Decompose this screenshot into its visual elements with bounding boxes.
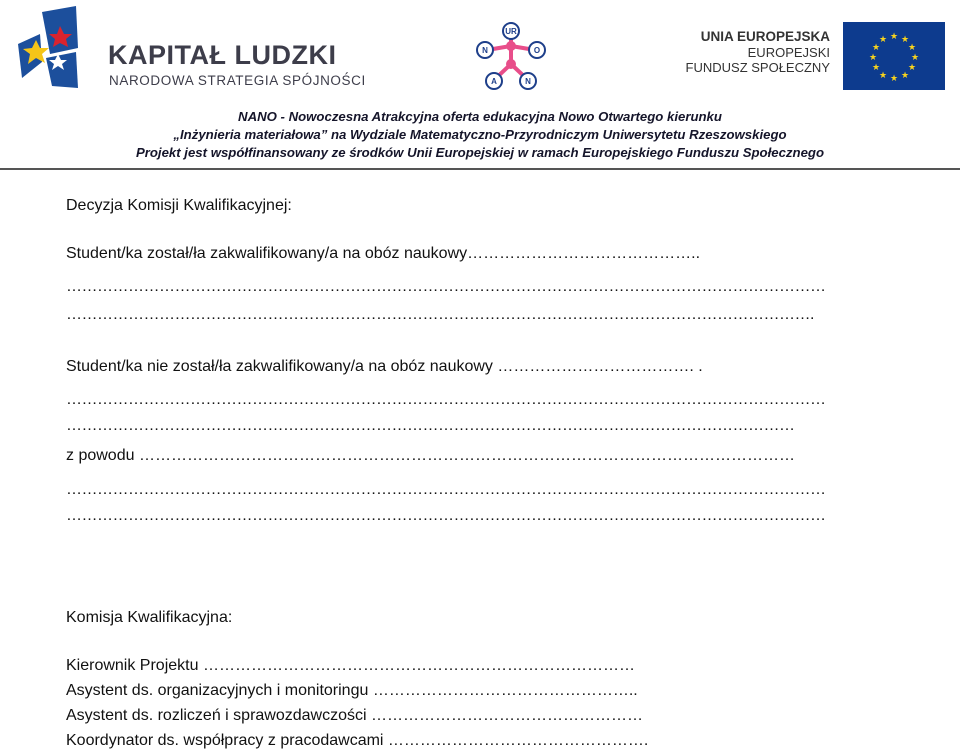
- nano-node-label: UR: [505, 27, 517, 36]
- page-header: [0, 0, 960, 170]
- svg-text:★: ★: [868, 53, 878, 63]
- kapital-ludzki-subtitle: NARODOWA STRATEGIA SPÓJNOŚCI: [109, 73, 366, 88]
- committee-member-project-manager[interactable]: Kierownik Projektu ………………………………………………………………………: [66, 657, 635, 674]
- svg-text:★: ★: [907, 63, 917, 73]
- committee-heading: Komisja Kwalifikacyjna:: [66, 609, 233, 626]
- nano-node-label: N: [525, 77, 531, 86]
- project-line-1: NANO - Nowoczesna Atrakcyjna oferta edukacyjna Nowo Otwartego kierunku: [238, 109, 722, 124]
- qualified-dots-line-1[interactable]: …………………………………………………………………………………………………………………………………: [66, 278, 826, 295]
- svg-text:★: ★: [910, 53, 920, 63]
- not-qualified-dots-line-2[interactable]: ……………………………………………………………………………………………………………………………: [66, 417, 795, 434]
- svg-text:★: ★: [889, 32, 899, 42]
- svg-text:★: ★: [900, 71, 910, 81]
- eu-flag-icon: [843, 22, 945, 90]
- qualified-line[interactable]: Student/ka został/ła zakwalifikowany/a na obóz naukowy……………………………………..: [66, 245, 701, 262]
- eu-fund-label-1: EUROPEJSKI: [747, 45, 830, 60]
- not-qualified-dots-line-1[interactable]: …………………………………………………………………………………………………………………………………: [66, 391, 826, 408]
- project-line-2: „Inżynieria materiałowa” na Wydziale Matematyczno-Przyrodniczym Uniwersytetu Rzeszowskiego: [173, 127, 787, 142]
- kapital-ludzki-title: KAPITAŁ LUDZKI: [108, 40, 337, 70]
- svg-text:★: ★: [907, 43, 917, 53]
- svg-text:★: ★: [871, 63, 881, 73]
- reason-line[interactable]: z powodu ……………………………………………………………………………………………………………: [66, 447, 795, 464]
- project-description: [0, 108, 960, 162]
- qualified-dots-line-2[interactable]: ……………………………………………………………………………………………………………………………….: [66, 306, 814, 323]
- header-divider: [0, 168, 960, 170]
- eu-fund-label-2: FUNDUSZ SPOŁECZNY: [685, 60, 830, 75]
- svg-text:★: ★: [878, 35, 888, 45]
- project-line-3: Projekt jest współfinansowany ze środków Unii Europejskiej w ramach Europejskiego Funduszu Społecznego: [135, 145, 825, 160]
- reason-dots-line-2[interactable]: …………………………………………………………………………………………………………………………………: [66, 507, 826, 524]
- committee-member-settlement-assistant[interactable]: Asystent ds. rozliczeń i sprawozdawczości ……………………………………………: [66, 707, 643, 724]
- kapital-ludzki-logo-icon: [12, 4, 84, 90]
- decision-heading: Decyzja Komisji Kwalifikacyjnej:: [66, 197, 292, 214]
- committee-member-organizational-assistant[interactable]: Asystent ds. organizacyjnych i monitoringu …………………………………………..: [66, 682, 638, 699]
- nano-node-label: O: [533, 46, 541, 55]
- committee-member-employer-coordinator[interactable]: Koordynator ds. współpracy z pracodawcami ………………………………………….: [66, 732, 649, 749]
- nano-molecule-logo-icon: [474, 22, 548, 92]
- nano-node-label: A: [491, 77, 497, 86]
- nano-node-label: N: [482, 46, 488, 55]
- svg-text:★: ★: [871, 43, 881, 53]
- svg-text:★: ★: [889, 74, 899, 84]
- reason-dots-line-1[interactable]: …………………………………………………………………………………………………………………………………: [66, 481, 826, 498]
- svg-text:★: ★: [878, 71, 888, 81]
- svg-text:★: ★: [900, 35, 910, 45]
- eu-fund-text: [680, 28, 830, 75]
- eu-union-label: UNIA EUROPEJSKA: [700, 29, 830, 44]
- not-qualified-line[interactable]: Student/ka nie został/ła zakwalifikowany/a na obóz naukowy ………………………………. .: [66, 358, 703, 375]
